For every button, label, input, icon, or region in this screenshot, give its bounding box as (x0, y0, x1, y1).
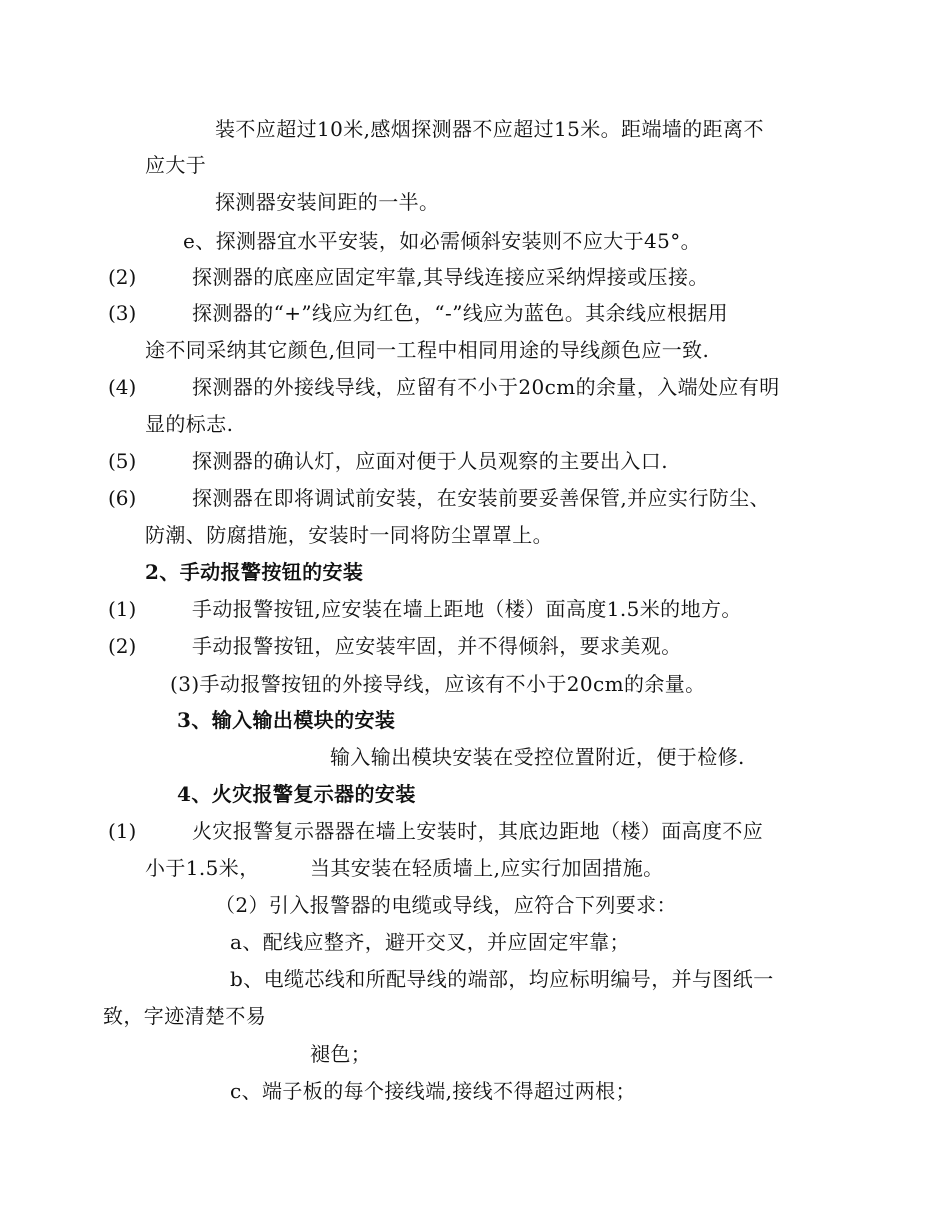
list-number: (5) (108, 449, 137, 473)
list-number: (1) (108, 819, 137, 843)
sub-item-b-continued: 褪色； (310, 1042, 372, 1066)
list-number: (2) (108, 265, 137, 289)
list-item: 探测器的确认灯，应面对便于人员观察的主要出入口. (192, 449, 668, 473)
list-item: 探测器在即将调试前安装，在安装前要妥善保管,并应实行防尘、 (192, 486, 770, 510)
list-item-continued: 显的标志. (145, 412, 234, 436)
list-item-continued: 防潮、防腐措施，安装时一同将防尘罩罩上。 (145, 523, 553, 547)
section-heading: 4、火灾报警复示器的安装 (177, 782, 416, 806)
list-item: (3)手动报警按钮的外接导线，应该有不小于20cm的余量。 (170, 672, 706, 696)
list-number: (6) (108, 486, 137, 510)
list-number: (3) (108, 301, 137, 325)
sub-item-b: b、电缆芯线和所配导线的端部，均应标明编号，并与图纸一 (230, 967, 774, 991)
list-item: 手动报警按钮,应安装在墙上距地（楼）面高度1.5米的地方。 (192, 597, 742, 621)
list-number: (2) (108, 634, 137, 658)
list-item-continued: 当其安装在轻质墙上,应实行加固措施。 (310, 856, 664, 880)
sub-item-c: c、端子板的每个接线端,接线不得超过两根； (230, 1079, 636, 1103)
sub-item-b-continued: 致，字迹清楚不易 (103, 1004, 267, 1028)
paragraph-line: 探测器安装间距的一半。 (215, 190, 440, 214)
section-heading: 3、输入输出模块的安装 (177, 708, 396, 732)
sub-item-a: a、配线应整齐，避开交叉，并应固定牢靠； (230, 930, 630, 954)
paragraph-line: 输入输出模块安装在受控位置附近，便于检修. (330, 745, 745, 769)
list-item: 探测器的“+”线应为红色，“-”线应为蓝色。其余线应根据用 (192, 301, 729, 325)
list-item-continued: 途不同采纳其它颜色,但同一工程中相同用途的导线颜色应一致. (145, 338, 710, 362)
list-item: 探测器的外接线导线，应留有不小于20cm的余量，入端处应有明 (192, 375, 780, 399)
list-item: （2）引入报警器的电缆或导线，应符合下列要求： (215, 893, 677, 917)
list-item: 手动报警按钮，应安装牢固，并不得倾斜，要求美观。 (192, 634, 682, 658)
list-item: 火灾报警复示器器在墙上安装时，其底边距地（楼）面高度不应 (192, 819, 764, 843)
list-number: (1) (108, 597, 137, 621)
paragraph-line: 装不应超过10米,感烟探测器不应超过15米。距端墙的距离不 (215, 117, 764, 141)
list-number: (4) (108, 375, 137, 399)
list-item: 探测器的底座应固定牢靠,其导线连接应采纳焊接或压接。 (192, 265, 709, 289)
list-item-e: e、探测器宜水平安装，如必需倾斜安装则不应大于45°。 (183, 229, 702, 253)
section-heading: 2、手动报警按钮的安装 (145, 560, 364, 584)
list-item-continued: 小于1.5米， (145, 856, 260, 880)
paragraph-line: 应大于 (145, 153, 207, 177)
